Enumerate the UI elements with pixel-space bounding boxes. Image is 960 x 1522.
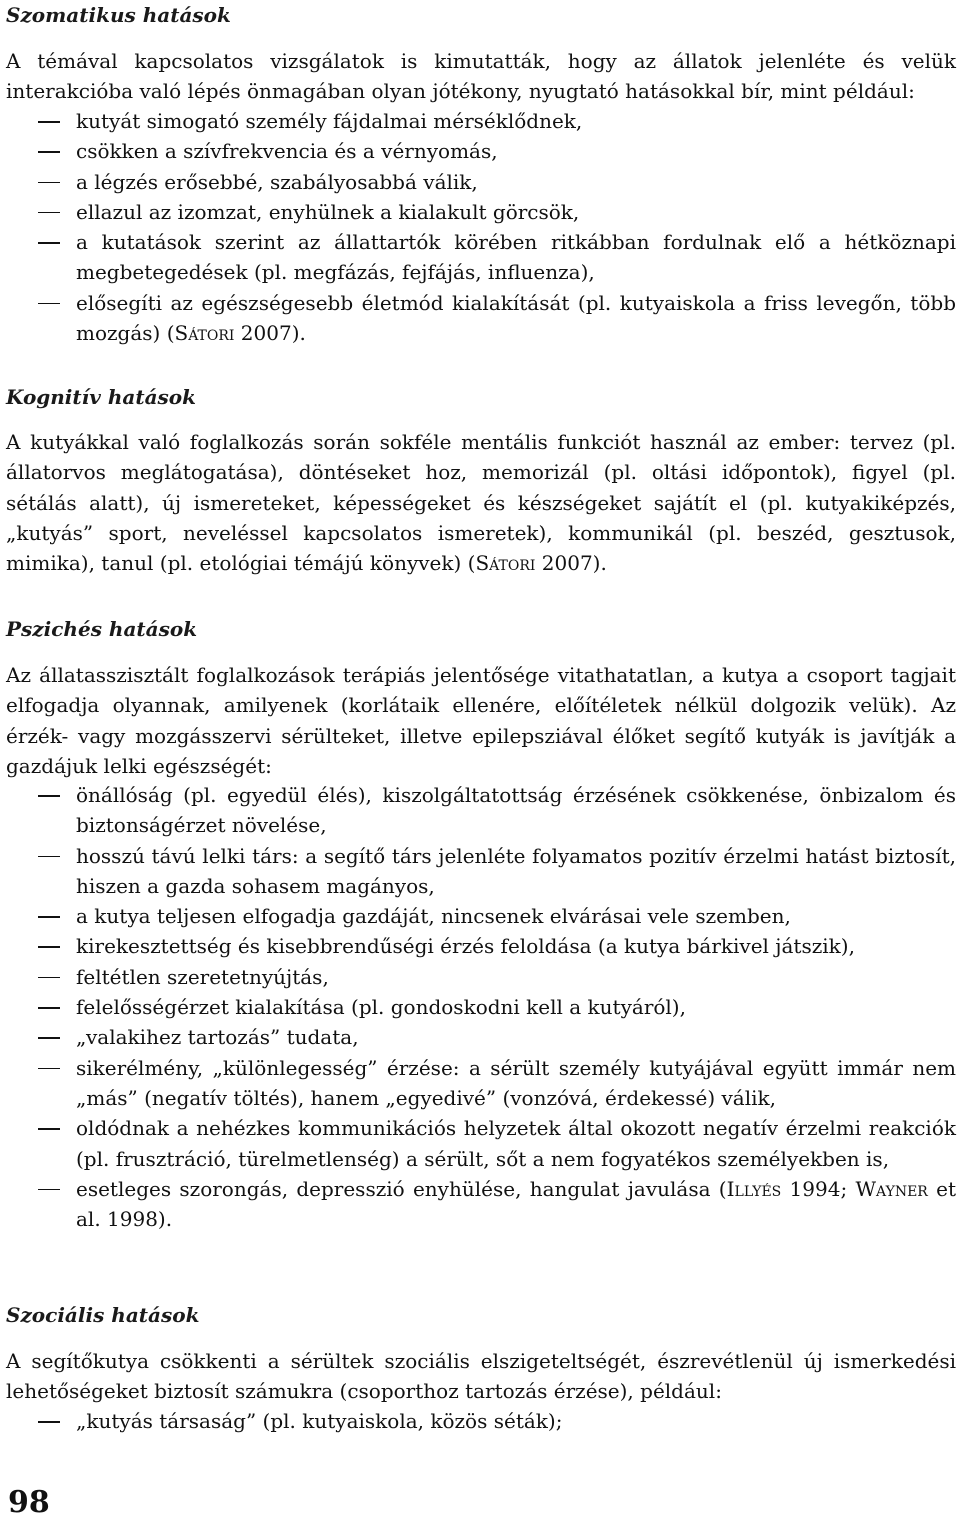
list-item: kutyát simogató személy fájdalmai mérséklődnek, <box>6 106 956 136</box>
dash-bullet <box>38 1189 60 1191</box>
section-heading-somatic: Szomatikus hatások <box>6 3 231 27</box>
citation-author: Sátori <box>174 321 235 346</box>
dash-bullet <box>38 795 60 797</box>
social-intro-paragraph: A segítőkutya csökkenti a sérültek szociális elszigeteltségét, észrevétlenül új ismerkedési lehetőségeket biztosít számukra (csoporthoz tartozás érzése), például: <box>6 1349 956 1404</box>
page-number: 98 <box>8 1485 50 1520</box>
list-item: hosszú távú lelki társ: a segítő társ jelenléte folyamatos pozitív érzelmi hatást biztosít, hiszen a gazda sohasem magányos, <box>6 841 956 902</box>
dash-bullet <box>38 916 60 918</box>
citation-author: Illyés <box>726 1176 782 1201</box>
dash-bullet <box>38 977 60 979</box>
dash-bullet <box>38 212 60 214</box>
list-item: „valakihez tartozás” tudata, <box>6 1022 956 1052</box>
dash-bullet <box>38 946 60 948</box>
psychic-intro-paragraph: Az állatasszisztált foglalkozások terápiás jelentősége vitathatatlan, a kutya a csoport tagjait elfogadja olyannak, amilyenek (korlátaik ellenére, előítéletek nélkül dolgozik velük). Az érzék- vagy mozgásszervi sérülteket, illetve epilepsziával élőket segítő kutyák is javítják a gazdájuk lelki egészségét: <box>6 663 956 778</box>
psychic-effects-list <box>6 780 956 1234</box>
list-item: a kutya teljesen elfogadja gazdáját, nincsenek elvárásai vele szemben, <box>6 901 956 931</box>
list-item: elősegíti az egészségesebb életmód kialakítását (pl. kutyaiskola a friss levegőn, több mozgás) (Sátori 2007). <box>6 288 956 349</box>
dash-bullet <box>38 856 60 858</box>
list-item: sikerélmény, „különlegesség” érzése: a sérült személy kutyájával együtt immár nem „más” (negatív töltés), hanem „egyedivé” (vonzóvá, érdekessé) válik, <box>6 1053 956 1114</box>
dash-bullet <box>38 1128 60 1130</box>
list-item: esetleges szorongás, depresszió enyhülése, hangulat javulása (Illyés 1994; Wayner et al. 1998). <box>6 1174 956 1235</box>
dash-bullet <box>38 242 60 244</box>
list-item: feltétlen szeretetnyújtás, <box>6 962 956 992</box>
list-item: kirekesztettség és kisebbrendűségi érzés feloldása (a kutya bárkivel játszik), <box>6 931 956 961</box>
dash-bullet <box>38 1068 60 1070</box>
citation-author: Sátori <box>475 551 536 576</box>
list-item: a kutatások szerint az állattartók körében ritkábban fordulnak elő a hétköznapi megbetegedések (pl. megfázás, fejfájás, influenza), <box>6 227 956 288</box>
dash-bullet <box>38 1007 60 1009</box>
list-item: oldódnak a nehézkes kommunikációs helyzetek által okozott negatív érzelmi reakciók (pl. frusztráció, türelmetlenség) a sérült, sőt a nem fogyatékos személyekben is, <box>6 1113 956 1174</box>
somatic-effects-list <box>6 106 956 348</box>
list-item: a légzés erősebbé, szabályosabbá válik, <box>6 167 956 197</box>
cognitive-paragraph: A kutyákkal való foglalkozás során sokféle mentális funkciót használ az ember: tervez (pl. állatorvos meglátogatása), döntéseket hoz, memorizál (pl. oltási időpontok), figyel (pl. sétálás alatt), új ismereteket, képességeket és készségeket sajátít el (pl. kutyakiképzés, „kutyás” sport, neveléssel kapcsolatos ismeretek), kommunikál (pl. beszéd, gesztusok, mimika), tanul (pl. etológiai témájú könyvek) (Sátori 2007). <box>6 430 956 576</box>
section-heading-psychic: Pszichés hatások <box>6 617 198 641</box>
dash-bullet <box>38 151 60 153</box>
list-item: ellazul az izomzat, enyhülnek a kialakult görcsök, <box>6 197 956 227</box>
social-effects-list <box>6 1406 956 1436</box>
dash-bullet <box>38 1421 60 1423</box>
dash-bullet <box>38 303 60 305</box>
citation-author: Wayner <box>855 1176 928 1201</box>
section-heading-social: Szociális hatások <box>6 1303 200 1327</box>
dash-bullet <box>38 121 60 123</box>
list-item: önállóság (pl. egyedül élés), kiszolgáltatottság érzésének csökkenése, önbizalom és biztonságérzet növelése, <box>6 780 956 841</box>
dash-bullet <box>38 1037 60 1039</box>
somatic-intro-paragraph: A témával kapcsolatos vizsgálatok is kimutatták, hogy az állatok jelenléte és velük interakcióba való lépés önmagában olyan jótékony, nyugtató hatásokkal bír, mint például: <box>6 49 956 104</box>
list-item: felelősségérzet kialakítása (pl. gondoskodni kell a kutyáról), <box>6 992 956 1022</box>
list-item: „kutyás társaság” (pl. kutyaiskola, közös séták); <box>6 1406 956 1436</box>
section-heading-cognitive: Kognitív hatások <box>6 385 196 409</box>
list-item: csökken a szívfrekvencia és a vérnyomás, <box>6 136 956 166</box>
dash-bullet <box>38 182 60 184</box>
